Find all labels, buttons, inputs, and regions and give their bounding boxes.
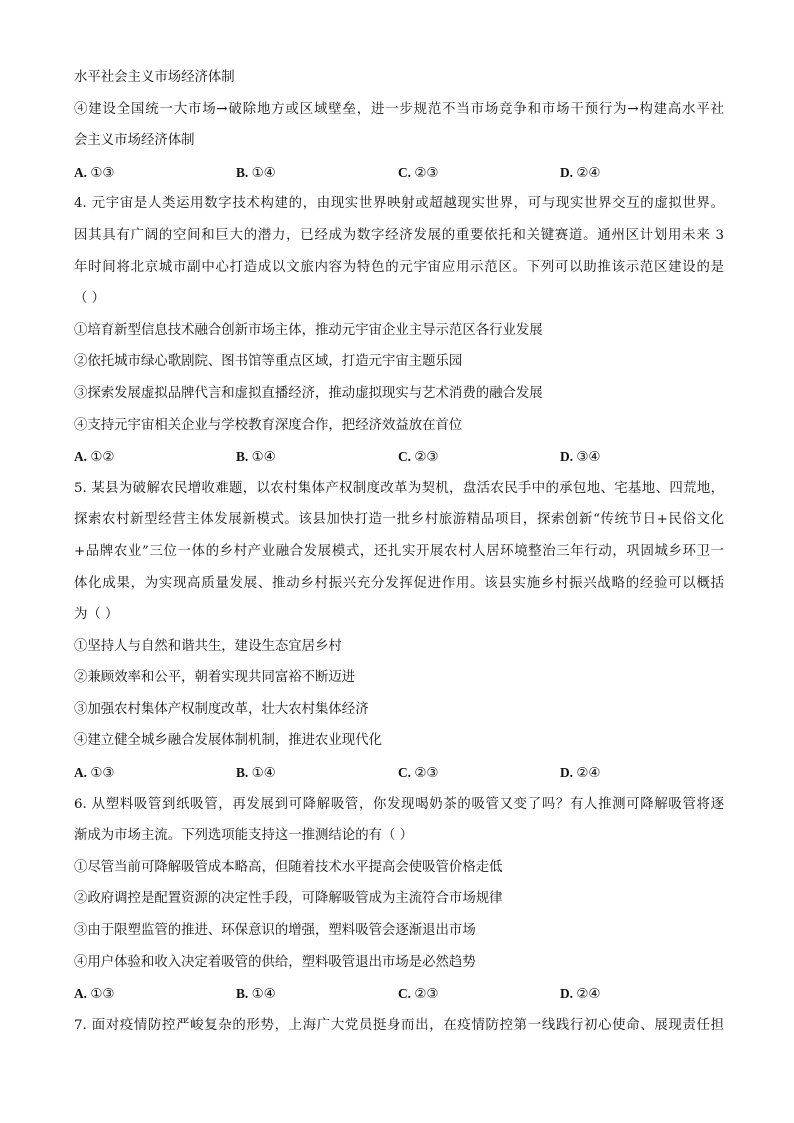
q4-item-3: ③探索发展虚拟品牌代言和虚拟直播经济，推动虚拟现实与艺术消费的融合发展 — [74, 385, 543, 401]
option-b: B. ①④ — [236, 986, 276, 1003]
option-c: C. ②③ — [398, 449, 439, 466]
option-b: B. ①④ — [236, 765, 276, 782]
q4-options — [74, 441, 724, 473]
option-b: B. ①④ — [236, 449, 276, 466]
q5-item-4: ④建立健全城乡融合发展体制机制，推进农业现代化 — [74, 733, 382, 749]
q6-options — [74, 978, 724, 1010]
q4-item-2: ②依托城市绿心歌剧院、图书馆等重点区域，打造元宇宙主题乐园 — [74, 354, 463, 370]
q4-item-4: ④支持元宇宙相关企业与学校教育深度合作，把经济效益放在首位 — [74, 417, 463, 433]
option-a: A. ①③ — [74, 164, 115, 181]
q5-stem-line: 5. 某县为破解农民增收难题，以农村集体产权制度改革为契机，盘活农民手中的承包地、宅基地、四荒地， — [74, 480, 724, 496]
option-d: D. ③④ — [560, 449, 601, 466]
q5-item-3: ③加强农村集体产权制度改革，壮大农村集体经济 — [74, 701, 369, 717]
q4-stem-line: 4. 元宇宙是人类运用数字技术构建的，由现实世界映射或超越现实世界，可与现实世界交互的虚拟世界。 — [74, 196, 724, 212]
q6-stem-line: 渐成为市场主流。下列选项能支持这一推测结论的有（ ） — [74, 828, 414, 844]
q4-answer-blank: （ ） — [74, 291, 106, 307]
option-c: C. ②③ — [398, 986, 439, 1003]
option-a: A. ①② — [74, 449, 115, 466]
q4-stem-line: 年时间将北京城市副中心打造成以文旅内容为特色的元宇宙应用示范区。下列可以助推该示范区建设的是 — [74, 259, 724, 275]
q5-answer-blank: 为（ ） — [74, 607, 119, 623]
option-d: D. ②④ — [560, 765, 601, 782]
q3-text-line: 水平社会主义市场经济体制 — [74, 70, 235, 85]
q6-item-2: ②政府调控是配置资源的决定性手段，可降解吸管成为主流符合市场规律 — [74, 891, 503, 907]
q6-stem-line: 6. 从塑料吸管到纸吸管，再发展到可降解吸管，你发现喝奶茶的吸管又变了吗？有人推测可降解吸管将逐 — [74, 796, 724, 812]
option-d: D. ②④ — [560, 164, 601, 181]
q5-stem-line: 探索农村新型经营主体发展新模式。该县加快打造一批乡村旅游精品项目，探索创新“传统节日+民俗文化 — [74, 512, 724, 528]
q6-item-3: ③由于限塑监管的推进、环保意识的增强，塑料吸管会逐渐退出市场 — [74, 923, 476, 939]
q4-stem-line: 因其具有广阔的空间和巨大的潜力，已经成为数字经济发展的重要依托和关键赛道。通州区计划用未来 3 — [74, 227, 724, 243]
q6-item-4: ④用户体验和收入决定着吸管的供给，塑料吸管退出市场是必然趋势 — [74, 954, 476, 970]
q6-item-1: ①尽管当前可降解吸管成本略高，但随着技术水平提高会使吸管价格走低 — [74, 859, 503, 875]
q5-stem-line: 体化成果，为实现高质量发展、推动乡村振兴充分发挥促进作用。该县实施乡村振兴战略的经验可以概括 — [74, 575, 724, 591]
q5-item-2: ②兼顾效率和公平，朝着实现共同富裕不断迈进 — [74, 670, 356, 686]
q5-item-1: ①坚持人与自然和谐共生，建设生态宜居乡村 — [74, 638, 342, 654]
exam-page — [74, 62, 724, 1041]
q3-options — [74, 157, 724, 189]
q5-stem-line: +品牌农业”三位一体的乡村产业融合发展模式，还扎实开展农村人居环境整治三年行动，巩固城乡环卫一 — [74, 543, 724, 559]
option-c: C. ②③ — [398, 164, 439, 181]
option-c: C. ②③ — [398, 765, 439, 782]
q5-options — [74, 757, 724, 789]
option-a: A. ①③ — [74, 765, 115, 782]
q4-item-1: ①培育新型信息技术融合创新市场主体，推动元宇宙企业主导示范区各行业发展 — [74, 322, 543, 338]
option-a: A. ①③ — [74, 986, 115, 1003]
option-b: B. ①④ — [236, 164, 276, 181]
q7-stem-line: 7. 面对疫情防控严峻复杂的形势，上海广大党员挺身而出，在疫情防控第一线践行初心使命、展现责任担 — [74, 1017, 724, 1033]
q3-choice-4-line: ④建设全国统一大市场→破除地方或区域壁垒，进一步规范不当市场竞争和市场干预行为→构建高水平社 — [74, 101, 724, 117]
option-d: D. ②④ — [560, 986, 601, 1003]
q3-text-line: 会主义市场经济体制 — [74, 133, 195, 149]
